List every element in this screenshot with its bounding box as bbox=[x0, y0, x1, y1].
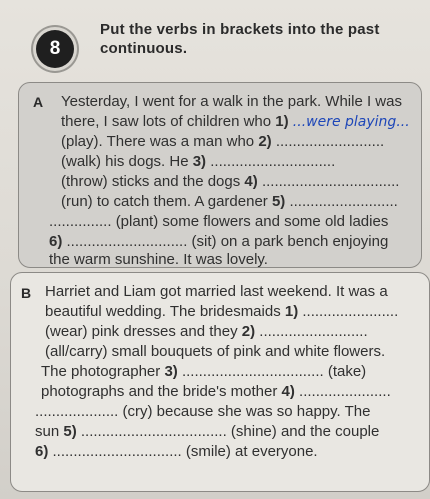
blank-a-2[interactable]: .......................... bbox=[275, 133, 385, 150]
blank-b-3[interactable]: .................................. bbox=[181, 363, 324, 380]
section-b-label: B bbox=[21, 285, 32, 301]
section-a-label: A bbox=[33, 94, 44, 110]
blank-b-6[interactable]: ............................... bbox=[52, 443, 182, 460]
exercise-instruction bbox=[100, 20, 430, 58]
section-a-box bbox=[18, 82, 422, 268]
blank-a-4[interactable]: ................................. bbox=[261, 173, 400, 190]
section-b-line-4: (all/carry) small bouquets of pink and white flowers. bbox=[45, 343, 386, 360]
section-b-box bbox=[10, 272, 430, 492]
section-a-line-5: (throw) sticks and the dogs 4) ................................. bbox=[61, 173, 400, 190]
blank-b-4-cont[interactable]: .................... bbox=[35, 403, 119, 420]
section-b-line-2: beautiful wedding. The bridesmaids 1) ....................... bbox=[45, 303, 399, 320]
section-a-line-2: there, I saw lots of children who 1) ...were playing... bbox=[61, 113, 410, 130]
section-a-line-9: the warm sunshine. It was lovely. bbox=[49, 251, 268, 268]
section-a-line-8: 6) ............................. (sit) on a park bench enjoying bbox=[49, 233, 389, 250]
blank-a-3[interactable]: .............................. bbox=[210, 153, 336, 170]
blank-b-1[interactable]: ....................... bbox=[302, 303, 399, 320]
exercise-number-badge bbox=[36, 30, 74, 68]
section-a-line-1: Yesterday, I went for a walk in the park. While I was bbox=[61, 93, 402, 110]
section-a-line-3: (play). There was a man who 2) .......................... bbox=[61, 133, 385, 150]
instruction-line-2: continuous. bbox=[100, 40, 188, 57]
section-b-line-1: Harriet and Liam got married last weekend. It was a bbox=[45, 283, 388, 300]
instruction-line-1: Put the verbs in brackets into the past bbox=[100, 21, 380, 38]
section-a-line-6: (run) to catch them. A gardener 5) .......................... bbox=[61, 193, 398, 210]
answer-1-handwritten: ...were playing... bbox=[292, 114, 410, 130]
section-b-line-5: The photographer 3) .................................. (take) bbox=[41, 363, 367, 380]
section-a-line-4: (walk) his dogs. He 3) .............................. bbox=[61, 153, 336, 170]
blank-b-5[interactable]: ................................... bbox=[80, 423, 227, 440]
blank-a-5[interactable]: .......................... bbox=[289, 193, 398, 210]
section-a-line-7: ............... (plant) some flowers and some old ladies bbox=[49, 213, 389, 230]
section-b-line-8: sun 5) ................................... (shine) and the couple bbox=[35, 423, 380, 440]
blank-a-6[interactable]: ............................. bbox=[66, 233, 188, 250]
blank-b-2[interactable]: .......................... bbox=[259, 323, 368, 340]
section-b-line-9: 6) ............................... (smile) at everyone. bbox=[35, 443, 318, 460]
section-b-line-3: (wear) pink dresses and they 2) .......................... bbox=[45, 323, 368, 340]
section-b-line-7: .................... (cry) because she was so happy. The bbox=[35, 403, 371, 420]
section-b-line-6: photographs and the bride's mother 4) ...................... bbox=[41, 383, 391, 400]
blank-b-4[interactable]: ...................... bbox=[299, 383, 391, 400]
exercise-number: 8 bbox=[49, 38, 61, 59]
blank-a-5-cont[interactable]: ............... bbox=[49, 213, 112, 230]
